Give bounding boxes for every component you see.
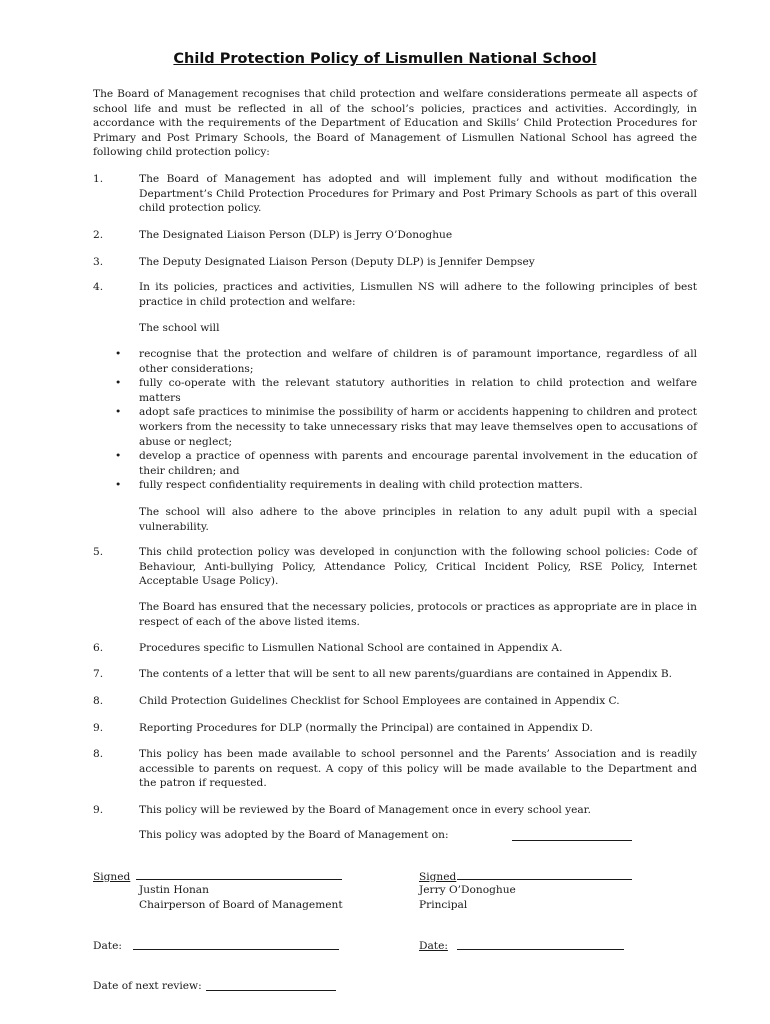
adult-pupil-paragraph: The school will also adhere to the above principles in relation to any adult pupil with a special vulnerability. bbox=[139, 506, 697, 533]
list-item-text: develop a practice of openness with parents and encourage parental involvement in the education of their children; and bbox=[139, 450, 697, 477]
item-text: The contents of a letter that will be sent to all new parents/guardians are contained in Appendix B. bbox=[139, 668, 672, 680]
item-text: Reporting Procedures for DLP (normally the Principal) are contained in Appendix D. bbox=[139, 722, 593, 734]
list-item bbox=[115, 449, 697, 478]
item-number: 6. bbox=[93, 642, 104, 654]
signed-label-left: Signed bbox=[93, 871, 131, 883]
item-number: 7. bbox=[93, 668, 104, 680]
adopted-label: This policy was adopted by the Board of Management on: bbox=[139, 829, 449, 841]
bullet-icon: • bbox=[115, 479, 122, 492]
list-item bbox=[115, 478, 697, 493]
principles-list bbox=[115, 347, 697, 493]
date-line-right[interactable] bbox=[457, 938, 624, 950]
item-text: In its policies, practices and activities, Lismullen NS will adhere to the following principles of best practice in child protection and welfare: bbox=[139, 281, 697, 308]
page-title: Child Protection Policy of Lismullen National School bbox=[173, 51, 597, 67]
date-line-left[interactable] bbox=[133, 938, 339, 950]
bullet-icon: • bbox=[115, 406, 122, 419]
list-item-text: recognise that the protection and welfare of children is of paramount importance, regardless of all other considerations; bbox=[139, 348, 697, 375]
bullet-icon: • bbox=[115, 450, 122, 463]
signed-label-right: Signed bbox=[419, 871, 457, 883]
signer-name-left: Justin Honan bbox=[139, 884, 209, 896]
item-number: 4. bbox=[93, 281, 104, 293]
date-label-left: Date: bbox=[93, 940, 122, 952]
item-text: This policy has been made available to school personnel and the Parents’ Association and is readily accessible to parents on request. A copy of this policy will be made available to the Department and the patron if requested. bbox=[139, 748, 697, 790]
next-review-line[interactable] bbox=[206, 979, 336, 991]
signature-line-right[interactable] bbox=[457, 868, 632, 880]
list-item-text: fully co-operate with the relevant statutory authorities in relation to child protection and welfare matters bbox=[139, 377, 697, 404]
item-text: The Deputy Designated Liaison Person (Deputy DLP) is Jennifer Dempsey bbox=[139, 256, 535, 268]
intro-paragraph: The Board of Management recognises that child protection and welfare considerations permeate all aspects of school life and must be reflected in all of the school’s policies, practices and activities. Accordingly, in accordance with the requirements of the Department of Education and Skills’ Child Protection Procedures for Primary and Post Primary Schools, the Board of Management of Lismullen National School has agreed the following child protection policy: bbox=[93, 88, 697, 159]
list-item bbox=[115, 376, 697, 405]
list-item bbox=[115, 405, 697, 449]
item-number: 8. bbox=[93, 748, 104, 760]
list-item-text: fully respect confidentiality requirements in dealing with child protection matters. bbox=[139, 479, 583, 492]
adopted-date-line[interactable] bbox=[512, 829, 632, 841]
item-number: 9. bbox=[93, 804, 104, 816]
item-number: 2. bbox=[93, 229, 104, 241]
signer-role-right: Principal bbox=[419, 899, 468, 911]
list-item-text: adopt safe practices to minimise the possibility of harm or accidents happening to children and protect workers from the necessity to take unnecessary risks that may leave themselves open to accusations of abuse or neglect; bbox=[139, 406, 697, 448]
bullet-icon: • bbox=[115, 348, 122, 360]
date-label-right: Date: bbox=[419, 940, 448, 952]
item-number: 8. bbox=[93, 695, 104, 707]
signature-line-left[interactable] bbox=[136, 868, 342, 880]
item-number: 9. bbox=[93, 722, 104, 734]
item-number: 3. bbox=[93, 256, 104, 268]
item-text: The Board of Management has adopted and will implement fully and without modification the Department’s Child Protection Procedures for Primary and Post Primary Schools as part of this overall child protection policy. bbox=[139, 173, 697, 215]
next-review-label: Date of next review: bbox=[93, 980, 202, 992]
item-number: 5. bbox=[93, 546, 104, 558]
signer-role-left: Chairperson of Board of Management bbox=[139, 899, 343, 911]
item-number: 1. bbox=[93, 173, 104, 185]
item-text: The Designated Liaison Person (DLP) is Jerry O’Donoghue bbox=[139, 229, 453, 241]
item-text: This child protection policy was developed in conjunction with the following school policies: Code of Behaviour, Anti-bullying Policy, Attendance Policy, Critical Incident Policy, RSE Policy, Internet Acceptable Usage Policy). bbox=[139, 546, 697, 588]
item-text: Procedures specific to Lismullen National School are contained in Appendix A. bbox=[139, 642, 563, 654]
item-text: This policy will be reviewed by the Board of Management once in every school year. bbox=[139, 804, 591, 816]
bullet-icon: • bbox=[115, 377, 122, 390]
item-text: Child Protection Guidelines Checklist for School Employees are contained in Appendix C. bbox=[139, 695, 620, 707]
board-ensured-paragraph: The Board has ensured that the necessary policies, protocols or practices as appropriate are in place in respect of each of the above listed items. bbox=[139, 601, 697, 628]
school-will-label: The school will bbox=[139, 322, 220, 334]
list-item bbox=[115, 347, 697, 376]
signer-name-right: Jerry O’Donoghue bbox=[419, 884, 516, 896]
